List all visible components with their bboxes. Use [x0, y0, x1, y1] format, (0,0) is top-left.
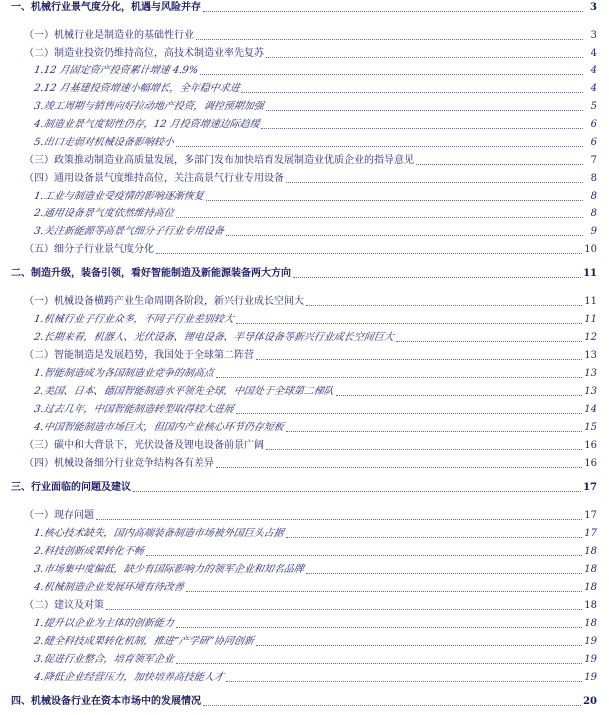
- toc-entry[interactable]: [0, 169, 597, 185]
- toc-page-number: 11: [584, 296, 597, 307]
- toc-entry-title: 3.促进行业整合，培育领军企业: [33, 654, 175, 665]
- toc-entry[interactable]: [0, 524, 597, 540]
- toc-leader-dots: [256, 644, 583, 646]
- toc-entry[interactable]: [0, 328, 597, 344]
- toc-leader-dots: [226, 680, 583, 682]
- toc-leader-dots: [261, 127, 583, 129]
- toc-page-number: 19: [584, 654, 597, 665]
- toc-leader-dots: [176, 662, 583, 664]
- toc-page-number: 16: [584, 458, 597, 469]
- toc-entry-title: （二）制造业投资仍维持高位，高技术制造业率先复苏: [24, 48, 264, 59]
- toc-entry[interactable]: [0, 632, 597, 648]
- toc-page-number: 20: [583, 696, 597, 707]
- toc-leader-dots: [106, 608, 582, 610]
- toc-leader-dots: [216, 466, 582, 468]
- toc-page-number: 13: [584, 368, 597, 379]
- toc-page-number: 13: [584, 350, 597, 361]
- toc-entry[interactable]: [0, 97, 597, 113]
- toc-page-number: 18: [584, 582, 597, 593]
- toc-entry[interactable]: [0, 44, 597, 60]
- toc-entry-title: （一）机械设备横跨产业生命周期各阶段，新兴行业成长空间大: [24, 296, 304, 307]
- toc-leader-dots: [216, 376, 583, 378]
- toc-leader-dots: [286, 181, 583, 183]
- toc-leader-dots: [200, 73, 583, 75]
- toc-entry[interactable]: [0, 151, 597, 167]
- toc-page-number: 13: [584, 386, 597, 397]
- toc-entry[interactable]: [0, 61, 597, 77]
- toc-page-number: 17: [583, 482, 597, 493]
- toc-entry[interactable]: [0, 204, 597, 220]
- toc-leader-dots: [241, 91, 583, 93]
- toc-entry-title: 1.工业与制造业受疫情的影响逐渐恢复: [33, 191, 205, 202]
- toc-page-number: 19: [584, 672, 597, 683]
- toc-leader-dots: [156, 252, 582, 254]
- toc-entry[interactable]: [0, 542, 597, 558]
- toc-leader-dots: [176, 216, 583, 218]
- toc-entry[interactable]: [0, 264, 597, 280]
- toc-entry-title: 2.美国、日本、德国智能制造水平领先全球，中国处于全球第二梯队: [33, 386, 335, 397]
- toc-page-number: 11: [583, 268, 597, 279]
- toc-entry[interactable]: [0, 115, 597, 131]
- toc-entry-title: 2.长期来看，机器人、光伏设备、锂电设备、半导体设备等新兴行业成长空间巨大: [33, 332, 395, 343]
- toc-entry[interactable]: [0, 382, 597, 398]
- toc-leader-dots: [146, 554, 583, 556]
- toc-leader-dots: [416, 163, 583, 165]
- toc-page-number: 8: [590, 191, 597, 202]
- toc-leader-dots: [236, 322, 583, 324]
- toc-entry-title: （四）机械设备细分行业竞争结构各有差异: [24, 458, 214, 469]
- toc-entry-title: （五）细分子行业景气度分化: [24, 244, 154, 255]
- toc-page-number: 4: [590, 65, 597, 76]
- toc-leader-dots: [286, 430, 583, 432]
- toc-page-number: 9: [590, 226, 597, 237]
- toc-entry[interactable]: [0, 650, 597, 666]
- toc-leader-dots: [256, 358, 582, 360]
- toc-entry-title: 3.竣工周期与销售向好拉动地产投资，调控预期加强: [33, 101, 265, 112]
- toc-page-number: 4: [590, 83, 597, 94]
- toc-leader-dots: [226, 234, 583, 236]
- toc-leader-dots: [133, 490, 581, 492]
- toc-entry-title: 1.提升以企业为主体的创新能力: [33, 618, 175, 629]
- toc-entry[interactable]: [0, 0, 597, 14]
- toc-entry[interactable]: [0, 240, 597, 256]
- toc-leader-dots: [196, 38, 583, 40]
- toc-page-number: 18: [584, 546, 597, 557]
- toc-entry[interactable]: [0, 436, 597, 452]
- toc-leader-dots: [203, 704, 581, 706]
- toc-leader-dots: [306, 572, 583, 574]
- toc-leader-dots: [266, 56, 583, 58]
- toc-entry[interactable]: [0, 310, 597, 326]
- toc-entry[interactable]: [0, 692, 597, 708]
- toc-entry[interactable]: [0, 418, 597, 434]
- toc-entry-title: 2.通用设备景气度依然维持高位: [33, 208, 175, 219]
- toc-page-number: 18: [584, 564, 597, 575]
- toc-entry-title: 2.健全科技成果转化机制，推进“产学研”协同创新: [33, 636, 255, 647]
- toc-leader-dots: [266, 109, 583, 111]
- toc-entry-title: 1.智能制造成为各国制造业竞争的制高点: [33, 368, 215, 379]
- toc-leader-dots: [176, 626, 583, 628]
- toc-entry[interactable]: [0, 79, 597, 95]
- toc-entry-title: 2.科技创新成果转化不畅: [33, 546, 145, 557]
- toc-entry-title: （一）现存问题: [24, 510, 94, 521]
- toc-page-number: 8: [590, 173, 597, 184]
- toc-page-number: 7: [590, 155, 597, 166]
- toc-entry-title: （三）碳中和大背景下，光伏设备及锂电设备前景广阔: [24, 440, 264, 451]
- toc-entry[interactable]: [0, 364, 597, 380]
- toc-leader-dots: [286, 536, 583, 538]
- toc-leader-dots: [293, 276, 581, 278]
- toc-page-number: 18: [584, 600, 597, 611]
- toc-entry-title: 1.核心技术缺失，国内高端装备制造市场被外国巨头占据: [33, 528, 285, 539]
- toc-entry[interactable]: [0, 133, 597, 149]
- toc-entry-title: 三、行业面临的问题及建议: [11, 482, 131, 493]
- toc-entry[interactable]: [0, 560, 597, 576]
- toc-entry[interactable]: [0, 596, 597, 612]
- toc-page-number: 8: [590, 208, 597, 219]
- toc-page-number: 4: [590, 48, 597, 59]
- toc-leader-dots: [266, 448, 582, 450]
- toc-page-number: 3: [590, 2, 597, 13]
- toc-page-number: 6: [590, 137, 597, 148]
- toc-entry[interactable]: [0, 506, 597, 522]
- toc-page-number: 16: [584, 440, 597, 451]
- toc-entry-title: （一）机械行业是制造业的基础性行业: [24, 30, 194, 41]
- toc-leader-dots: [236, 412, 583, 414]
- toc-entry[interactable]: [0, 454, 597, 470]
- toc-entry-title: 4.降低企业经营压力，加快培养高技能人才: [33, 672, 225, 683]
- toc-entry-title: （二）建议及对策: [24, 600, 104, 611]
- toc-entry[interactable]: [0, 26, 597, 42]
- toc-entry-title: 3.关注新能源等高景气细分子行业专用设备: [33, 226, 225, 237]
- toc-leader-dots: [176, 145, 583, 147]
- toc-entry-title: （四）通用设备景气度维持高位，关注高景气行业专用设备: [24, 173, 284, 184]
- toc-entry-title: 4.中国智能制造市场巨大，但国内产业核心环节仍存短板: [33, 422, 285, 433]
- toc-leader-dots: [396, 340, 583, 342]
- toc-page-number: 17: [584, 528, 597, 539]
- toc-leader-dots: [206, 199, 583, 201]
- toc-leader-dots: [306, 304, 582, 306]
- toc-leader-dots: [336, 394, 583, 396]
- toc-entry[interactable]: [0, 668, 597, 684]
- toc-page-number: 12: [584, 332, 597, 343]
- toc-entry[interactable]: [0, 187, 597, 203]
- toc-page-number: 3: [590, 30, 597, 41]
- toc-page-number: 11: [584, 314, 597, 325]
- toc-entry[interactable]: [0, 578, 597, 594]
- toc-entry-title: 四、机械设备行业在资本市场中的发展情况: [11, 696, 201, 707]
- toc-entry-title: （三）政策推动制造业高质量发展，多部门发布加快培育发展制造业优质企业的指导意见: [24, 155, 414, 166]
- toc-entry-title: 3.过去几年，中国智能制造转型取得较大进展: [33, 404, 235, 415]
- toc-leader-dots: [186, 590, 583, 592]
- toc-entry[interactable]: [0, 292, 597, 308]
- toc-leader-dots: [203, 10, 583, 12]
- toc-entry-title: 一、机械行业景气度分化，机遇与风险并存: [11, 2, 201, 13]
- toc-entry-title: （二）智能制造是发展趋势，我国处于全球第二阵营: [24, 350, 254, 361]
- toc-page-number: 17: [584, 510, 597, 521]
- toc-entry-title: 1.机械行业子行业众多，不同子行业差别较大: [33, 314, 235, 325]
- toc-entry-title: 4.机械制造企业发展环境有待改善: [33, 582, 185, 593]
- toc-leader-dots: [96, 518, 582, 520]
- toc-entry-title: 2.12 月基建投资增速小幅增长，全年稳中求进: [33, 83, 241, 94]
- toc-entry-title: 1.12 月固定资产投资累计增速 4.9%: [33, 65, 200, 76]
- toc-page-number: 10: [584, 244, 597, 255]
- toc-page-number: 14: [584, 404, 597, 415]
- toc-entry[interactable]: [0, 614, 597, 630]
- toc-entry[interactable]: [0, 222, 597, 238]
- toc-entry-title: 5.出口走弱对机械设备影响较小: [33, 137, 175, 148]
- toc-entry-title: 4.制造业景气度韧性仍存，12 月投资增速边际趋缓: [33, 119, 261, 130]
- toc-entry[interactable]: [0, 478, 597, 494]
- toc-page-number: 6: [590, 119, 597, 130]
- toc-page-number: 19: [584, 636, 597, 647]
- toc-page-number: 5: [590, 101, 597, 112]
- toc-entry-title: 二、制造升级，装备引领，看好智能制造及新能源装备两大方向: [11, 268, 291, 279]
- toc-page-number: 15: [584, 422, 597, 433]
- toc-entry-title: 3.市场集中度偏低，缺少有国际影响力的领军企业和知名品牌: [33, 564, 305, 575]
- toc-page-number: 18: [584, 618, 597, 629]
- toc-entry[interactable]: [0, 400, 597, 416]
- toc-entry[interactable]: [0, 346, 597, 362]
